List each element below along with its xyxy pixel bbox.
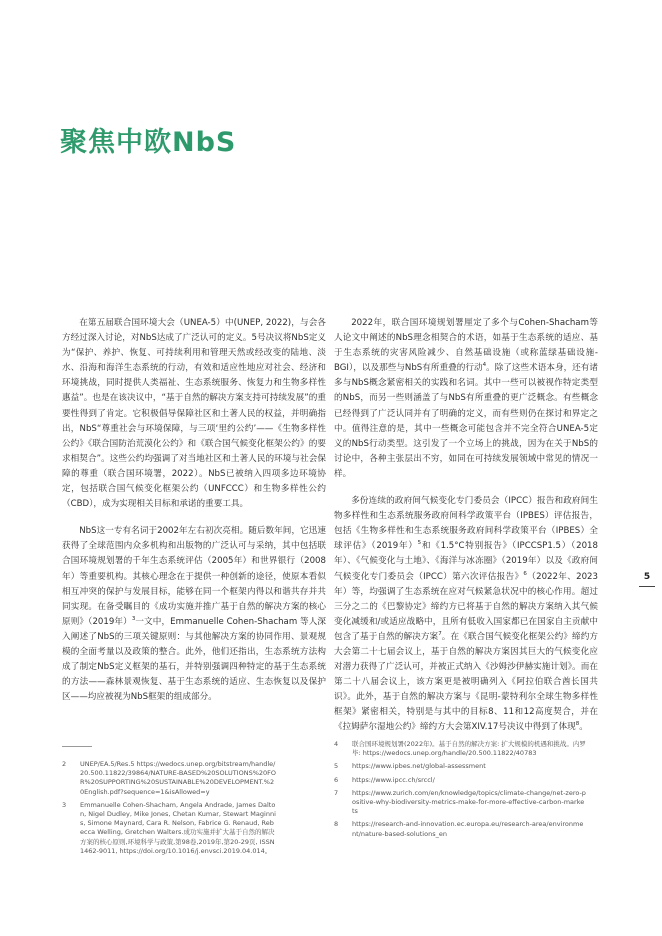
footnote-number: 6 [334,775,339,784]
footnote-number: 2 [62,760,67,768]
footnote-item [334,776,586,785]
footnote-number: 5 [334,762,339,771]
footnote-ref-5[interactable]: 5 [417,540,422,547]
right-paragraph-2 [334,494,598,736]
footnote-link[interactable]: https://www.ipbes.net/global-assessment [352,762,486,771]
footnote-divider-left [62,746,92,747]
footnote-ref-7[interactable]: 7 [438,631,442,638]
footnote-number: 8 [334,820,339,829]
footnote-text[interactable]: 联合国环境规划署(2022年)。基于自然的解决方案: 扩大规模的机遇和挑战。内罗毕: https://wedocs.unep.org/handle/20.500.11822/40783 [352,740,586,758]
footnote-link[interactable]: https://www.ipcc.ch/srccl/ [352,775,435,784]
page-number: 5 [643,572,651,582]
footnote-number: 4 [334,740,339,748]
left-paragraph-1 [62,316,326,512]
page-title: 聚焦中欧NbS [60,127,237,158]
footnote-ref-8[interactable]: 8 [575,721,580,728]
right-paragraph-2-text-e: 。 [579,722,588,733]
footnote-ref-3[interactable]: 3 [131,615,136,622]
footnote-link[interactable]: https://www.zurich.com/en/knowledge/topics/climate-change/net-zero-positive-why-biodiversity-metrics-make-for-more-effective-carbon-markets [352,788,586,816]
right-paragraph-1 [334,316,598,482]
footnote-item [334,820,586,838]
footnote-ref-6[interactable]: 6 [523,570,527,577]
right-column [334,316,598,748]
left-paragraph-2-text-b: 一文中，Emmanuelle Cohen-Shacham 等人深入阐述了NbS的三项关键原则：与其他解决方案的协同作用、景观规模的全面考量以及政策的整合。此外，他们还指出，生态系统方法构成了制定NbS定义框架的基石，并特别强调四种特定的基于生态系统的方法——森林景观恢复、基于生态系统的适应、生态恢复以及保护区——均应被视为NbS框架的组成部分。 [62,616,326,703]
footnote-item [334,762,586,771]
left-column [62,316,326,717]
footnote-text[interactable]: UNEP/EA.5/Res.5 https://wedocs.unep.org/bitstream/handle/20.500.11822/39864/NATURE-BASED%20SOLUTIONS%20FOR%20SUPPORTING%20SUSTAINABLE%20DEVELOPMENT.%20English.pdf?sequence=1&isAllowed=y [80,760,276,796]
right-paragraph-2-text-b: 和《1.5°C特别报告》（IPCCSP1.5）（2018年）、《气候变化与土地》、《海洋与冰冻圈》（2019年）以及《政府间气候变化专门委员会（IPCC）第六次评估报告》 [334,541,598,582]
footnote-item [62,801,276,856]
left-paragraph-1-text: 在第五届联合国环境大会（UNEA-5）中(UNEP, 2022)，与会各方经过深入讨论，对NbS达成了广泛认可的定义。5号决议将NbS定义为“保护、养护、恢复、可持续利用和管理天然或经改变的陆地、淡水、沿海和海洋生态系统的行动，有效和适应性地应对社会、经济和环境挑战，同时提供人类福祉、生态系统服务、恢复力和生物多样性惠益”。也是在该决议中，“基于自然的解决方案支持可持续发展”的重要性得到了肯定。它积极倡导保障社区和土著人民的权益，并明确指出，NbS“尊重社会与环境保障，与三项‘里约公约’——《生物多样性公约》《联合国防治荒漠化公约》和《联合国气候变化框架公约》的要求相契合”。这些公约均强调了对当地社区和土著人民的环境与社会保障的尊重（联合国环境署，2022）。NbS已被纳入四项多边环境协定，包括联合国气候变化框架公约（UNFCCC）和生物多样性公约（CBD），成为实现相关目标和承诺的重要工具。 [62,318,326,510]
right-paragraph-2-text-a: 多份连续的政府间气候变化专门委员会（IPCC）报告和政府间生物多样性和生态系统服务政府间科学政策平台（IPBES）评估报告，包括《生物多样性和生态系统服务政府间科学政策平台（IPBES）全球评估》（2019年） [334,496,598,552]
right-paragraph-2-text-c: （2022年、2023年）等，均强调了生态系统在应对气候紧急状况中的核心作用。超过三分之二的《巴黎协定》缔约方已将基于自然的解决方案纳入其气候变化减缓和/或适应战略中，且所有低收入国家都已在国家自主贡献中包含了基于自然的解决方案 [334,571,598,642]
footnotes-left [62,760,276,860]
footnote-item [62,760,276,797]
footnote-ref-4[interactable]: 4 [482,362,487,369]
footnote-item [334,789,586,817]
footnote-text[interactable]: Emmanuelle Cohen-Shacham, Angela Andrade, James Dalton, Nigel Dudley, Mike Jones, Chetan Kumar, Stewart Maginnis, Simone Maynard, Cara R. Nelson, Fabrice G. Renaud, Rebecca Welling, Gretchen Walters.成功实施并扩大基于自然的解决方案的核心原则,环境科学与政策,第98卷,2019年,第20-29页, ISSN 1462-9011, https://doi.org/10.1016/j.envsci.2019.04.014。 [80,800,276,855]
right-paragraph-1-text-a: 2022年，联合国环境规划署厘定了多个与Cohen-Shacham等人论文中阐述的NbS理念相契合的术语，如基于生态系统的适应、基于生态系统的灾害风险减少、自然基础设施（或称蓝绿基础设施-BGI），以及那些与NbS有所重叠的行动 [334,318,598,374]
right-paragraph-2-text-d: 。在《联合国气候变化框架公约》缔约方大会第二十七届会议上，基于自然的解决方案因其巨大的气候变化应对潜力获得了广泛认可，并被正式纳入《沙姆沙伊赫实施计划》。而在第二十八届会议上，该方案更是被明确列入《阿拉伯联合酋长国共识》。此外，基于自然的解决方案与《昆明-蒙特利尔全球生物多样性框架》紧密相关，特别是与其中的目标8、11和12高度契合，并在《拉姆萨尔湿地公约》缔约方大会第XIV.17号决议中得到了体现 [334,631,598,733]
left-paragraph-2-text-a: NbS这一专有名词于2002年左右初次亮相。随后数年间，它迅速获得了全球范围内众多机构和出版物的广泛认可与采纳，其中包括联合国环境规划署的千年生态系统评估（2005年）和世界银行（2008年）等重要机构。其核心理念在于提供一种创新的途径，使原本看似相互冲突的保护与发展目标，能够在同一个框架内得以和谐共存并共同实现。在备受瞩目的《成功实施并推广基于自然的解决方案的核心原则》（2019年） [62,526,326,627]
footnote-item [334,740,586,758]
footnote-link[interactable]: https://research-and-innovation.ec.europa.eu/research-area/environment/nature-based-solutions_en [352,820,584,838]
page-number-divider [639,586,655,587]
left-paragraph-2 [62,524,326,705]
footnote-number: 7 [334,788,339,797]
footnotes-right [334,740,586,843]
right-paragraph-1-text-b: 。除了这些术语本身，还有诸多与NbS概念紧密相关的实践和名词。其中一些可以被视作特定类型的NbS，而另一些则涵盖了与NbS有所重叠的更广泛概念。有些概念已经得到了广泛认同并有了明确的定义，而有些则仍在探讨和界定之中。值得注意的是，其中一些概念可能包含并不完全符合UNEA-5定义的NbS行动类型。这引发了一个立场上的挑战，因为在关于NbS的讨论中，各种主张层出不穷，如同在可持续发展领域中常见的情况一样。 [334,363,598,479]
footnote-number: 3 [62,800,67,809]
